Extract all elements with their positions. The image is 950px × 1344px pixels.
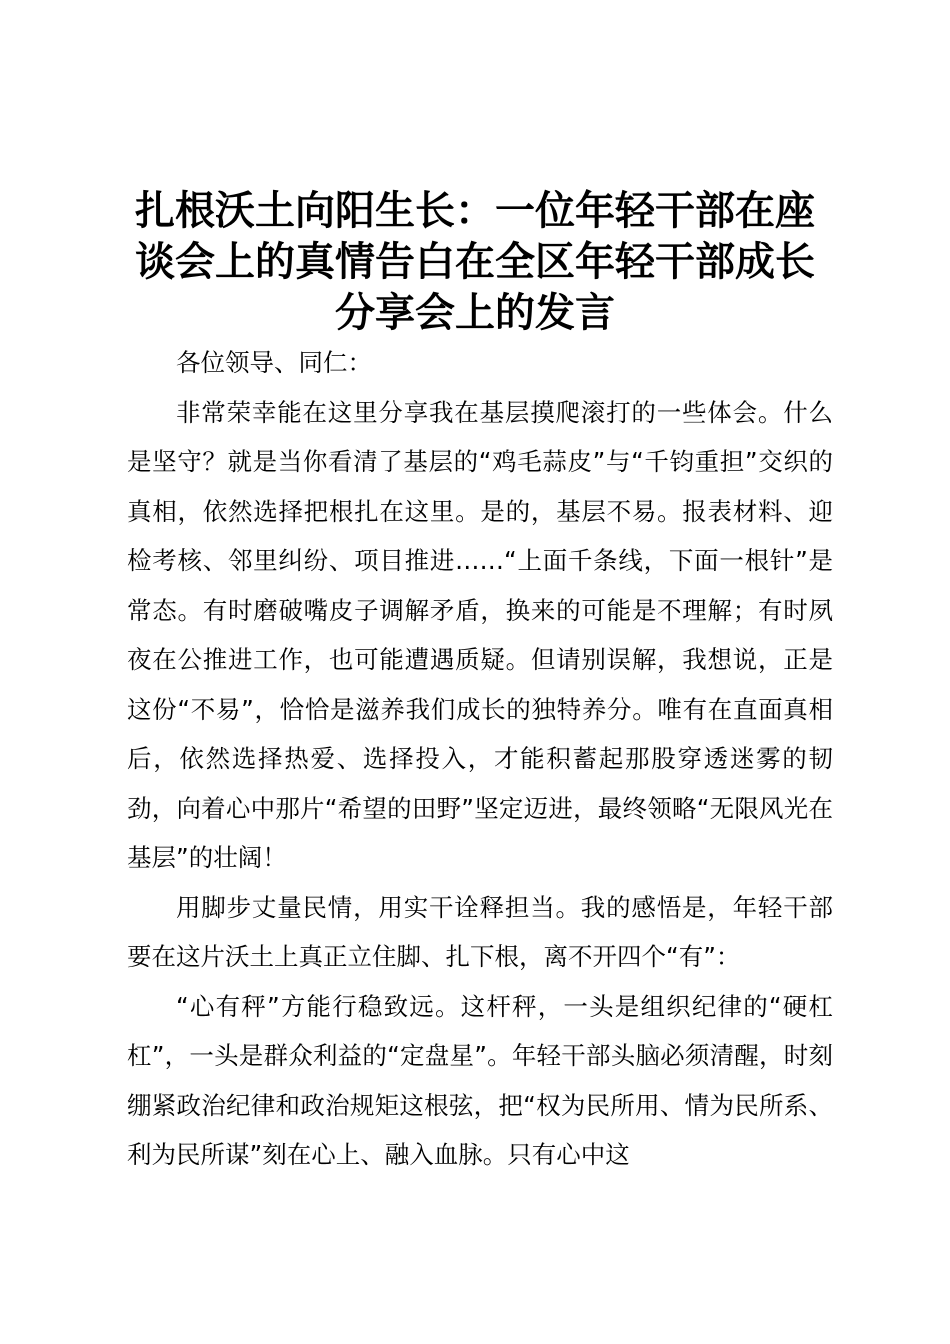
body-paragraph: “心有秤”方能行稳致远。这杆秤，一头是组织纪律的“硬杠杠”，一头是群众利益的“定盘星”。年轻干部头脑必须清醒，时刻绷紧政治纪律和政治规矩这根弦，把“权为民所用、情为民所系、利为民所谋”刻在心上、融入血脉。只有心中这 [127,991,833,1169]
salutation-paragraph: 各位领导、同仁： [176,348,372,377]
document-body [127,338,833,1180]
document-title: 扎根沃土向阳生长：一位年轻干部在座谈会上的真情告白在全区年轻干部成长分享会上的发言 [135,188,815,336]
body-paragraph: 非常荣幸能在这里分享我在基层摸爬滚打的一些体会。什么是坚守？就是当你看清了基层的“鸡毛蒜皮”与“千钧重担”交织的真相，依然选择把根扎在这里。是的，基层不易。报表材料、迎检考核、邻里纠纷、项目推进……“上面千条线，下面一根针”是常态。有时磨破嘴皮子调解矛盾，换来的可能是不理解；有时夙夜在公推进工作，也可能遭遇质疑。但请别误解，我想说，正是这份“不易”，恰恰是滋养我们成长的独特养分。唯有在直面真相后，依然选择热爱、选择投入，才能积蓄起那股穿透迷雾的韧劲，向着心中那片“希望的田野”坚定迈进，最终领略“无限风光在基层”的壮阔！ [127,397,833,872]
body-paragraph: 用脚步丈量民情，用实干诠释担当。我的感悟是，年轻干部要在这片沃土上真正立住脚、扎下根，离不开四个“有”： [127,892,833,971]
